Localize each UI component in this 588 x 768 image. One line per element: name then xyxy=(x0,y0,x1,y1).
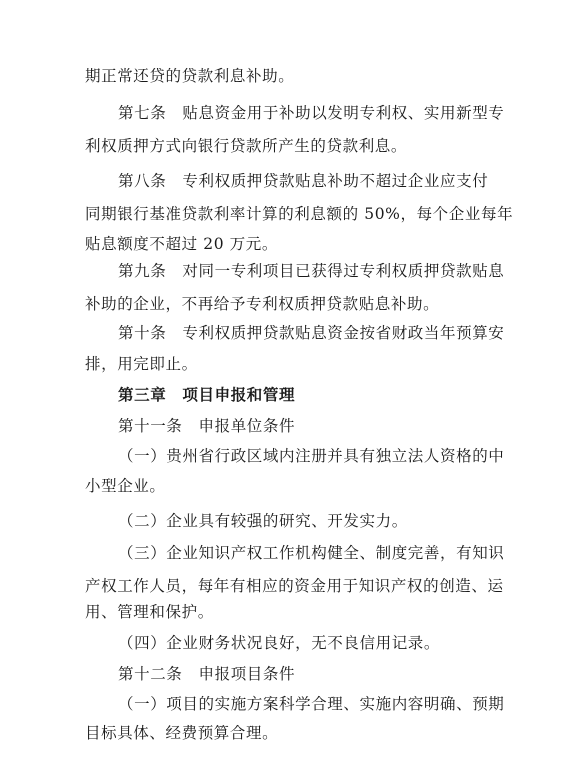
article-11-item-3-line-2: 产权工作人员，每年有相应的资金用于知识产权的创造、运 xyxy=(85,577,504,595)
article-8-line-1: 第八条 专利权质押贷款贴息补助不超过企业应支付 xyxy=(118,172,489,190)
article-10-line-1: 第十条 专利权质押贷款贴息资金按省财政当年预算安 xyxy=(118,324,505,342)
article-8-line-2: 同期银行基准贷款利率计算的利息额的 50%，每个企业每年 xyxy=(85,205,514,223)
article-11-item-3-line-1: （三）企业知识产权工作机构健全、制度完善，有知识 xyxy=(118,544,505,562)
article-12-item-1-line-1: （一）项目的实施方案科学合理、实施内容明确、预期 xyxy=(118,695,505,713)
article-11-title: 第十一条 申报单位条件 xyxy=(118,417,296,435)
article-11-item-2: （二）企业具有较强的研究、开发实力。 xyxy=(118,512,408,530)
chapter-3-heading: 第三章 项目申报和管理 xyxy=(118,385,296,404)
article-11-item-4: （四）企业财务状况良好，无不良信用记录。 xyxy=(118,634,441,652)
paragraph-line: 期正常还贷的贷款利息补助。 xyxy=(85,67,295,85)
article-10-line-2: 排，用完即止。 xyxy=(85,355,198,373)
article-8-line-3: 贴息额度不超过 20 万元。 xyxy=(85,235,278,253)
article-7-line-2: 利权质押方式向银行贷款所产生的贷款利息。 xyxy=(85,137,408,155)
article-12-title: 第十二条 申报项目条件 xyxy=(118,665,296,683)
article-9-line-2: 补助的企业，不再给予专利权质押贷款贴息补助。 xyxy=(85,295,440,313)
article-12-item-1-line-2: 目标具体、经费预算合理。 xyxy=(85,724,279,742)
article-7-line-1: 第七条 贴息资金用于补助以发明专利权、实用新型专 xyxy=(118,104,505,122)
article-11-item-1-line-1: （一）贵州省行政区域内注册并具有独立法人资格的中 xyxy=(118,447,505,465)
article-9-line-1: 第九条 对同一专利项目已获得过专利权质押贷款贴息 xyxy=(118,262,505,280)
article-11-item-3-line-3: 用、管理和保护。 xyxy=(85,603,214,621)
article-11-item-1-line-2: 小型企业。 xyxy=(85,477,166,495)
